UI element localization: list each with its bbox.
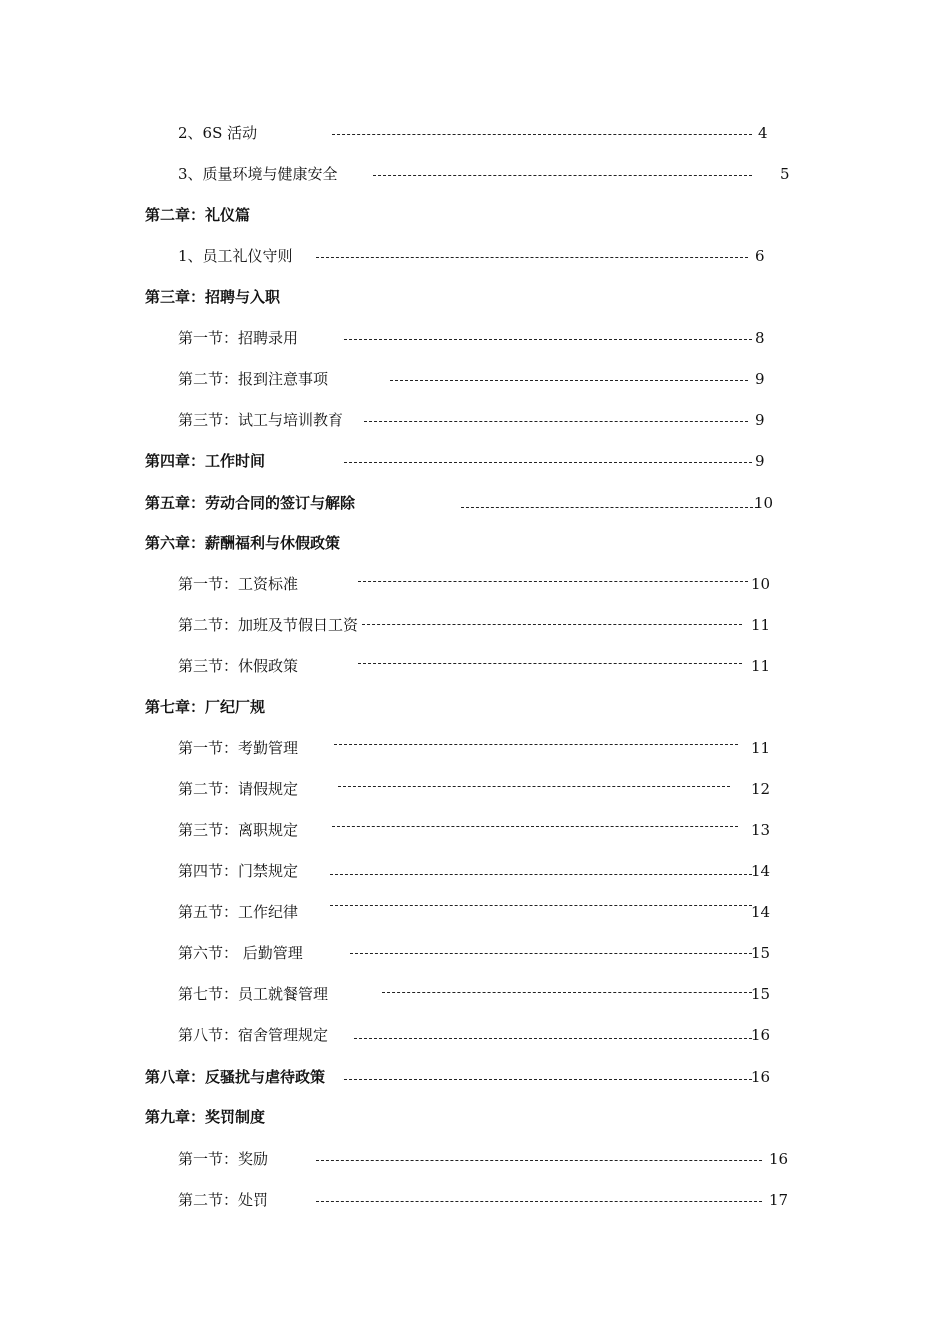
toc-entry[interactable]	[0, 818, 950, 842]
dot-leader	[316, 1201, 762, 1202]
toc-chapter-title: 第八章：反骚扰与虐待政策	[145, 1068, 326, 1086]
toc-chapter-title: 第九章：奖罚制度	[145, 1108, 266, 1126]
toc-entry-page: 15	[751, 944, 771, 962]
dot-leader	[350, 953, 752, 954]
toc-chapter[interactable]	[0, 1105, 950, 1129]
toc-chapter-title: 第二章：礼仪篇	[145, 206, 251, 224]
dot-leader	[390, 380, 748, 381]
toc-entry[interactable]	[0, 367, 950, 391]
toc-entry[interactable]	[0, 408, 950, 432]
toc-entry-page: 14	[751, 862, 771, 880]
toc-chapter-page: 10	[754, 494, 774, 512]
toc-entry-page: 17	[769, 1191, 789, 1209]
toc-entry-title: 第八节：宿舍管理规定	[178, 1026, 329, 1044]
dot-leader	[354, 1038, 752, 1039]
toc-chapter-title: 第四章：工作时间	[145, 452, 266, 470]
toc-entry-title: 第二节：报到注意事项	[178, 370, 329, 388]
toc-entry-page: 11	[751, 616, 771, 634]
dot-leader	[461, 507, 758, 508]
toc-entry-page: 12	[751, 780, 771, 798]
dot-leader	[330, 905, 752, 906]
toc-entry-title: 第三节：休假政策	[178, 657, 299, 675]
toc-entry-page: 16	[751, 1026, 771, 1044]
toc-entry-title: 第一节：工资标准	[178, 575, 299, 593]
toc-entry[interactable]	[0, 244, 950, 268]
toc-entry[interactable]	[0, 1188, 950, 1212]
toc-chapter-title: 第五章：劳动合同的签订与解除	[145, 494, 356, 512]
toc-entry[interactable]	[0, 162, 950, 186]
toc-entry[interactable]	[0, 941, 950, 965]
toc-entry-title: 第二节：请假规定	[178, 780, 299, 798]
toc-entry-page: 15	[751, 985, 771, 1003]
toc-entry-title: 第一节：考勤管理	[178, 739, 299, 757]
dot-leader	[316, 257, 748, 258]
toc-chapter[interactable]	[0, 1065, 950, 1089]
toc-entry[interactable]	[0, 859, 950, 883]
toc-entry[interactable]	[0, 982, 950, 1006]
dot-leader	[362, 624, 742, 625]
toc-entry[interactable]	[0, 613, 950, 637]
toc-entry[interactable]	[0, 777, 950, 801]
toc-entry-title: 1、员工礼仪守则	[178, 247, 293, 265]
toc-entry-title: 第一节：招聘录用	[178, 329, 299, 347]
toc-chapter[interactable]	[0, 449, 950, 473]
dot-leader	[344, 462, 752, 463]
toc-entry[interactable]	[0, 1147, 950, 1171]
toc-entry-page: 10	[751, 575, 771, 593]
toc-entry[interactable]	[0, 326, 950, 350]
dot-leader	[334, 744, 738, 745]
dot-leader	[382, 992, 752, 993]
toc-entry-title: 第二节：加班及节假日工资	[178, 616, 359, 634]
toc-entry-page: 5	[780, 165, 790, 183]
toc-chapter[interactable]	[0, 285, 950, 309]
toc-entry-page: 14	[751, 903, 771, 921]
toc-entry[interactable]	[0, 572, 950, 596]
dot-leader	[358, 581, 748, 582]
toc-entry-title: 第七节：员工就餐管理	[178, 985, 329, 1003]
toc-chapter[interactable]	[0, 491, 950, 515]
toc-entry-title: 第二节：处罚	[178, 1191, 269, 1209]
toc-chapter-page: 16	[751, 1068, 771, 1086]
toc-entry-title: 第三节：离职规定	[178, 821, 299, 839]
toc-entry-title: 3、质量环境与健康安全	[178, 165, 338, 183]
toc-entry-title: 第四节：门禁规定	[178, 862, 299, 880]
dot-leader	[332, 134, 752, 135]
toc-entry-page: 8	[755, 329, 765, 347]
toc-chapter[interactable]	[0, 203, 950, 227]
toc-entry-page: 9	[755, 370, 765, 388]
toc-chapter-title: 第三章：招聘与入职	[145, 288, 281, 306]
toc-entry-page: 11	[751, 739, 771, 757]
dot-leader	[338, 786, 730, 787]
toc-entry[interactable]	[0, 121, 950, 145]
dot-leader	[373, 175, 752, 176]
toc-entry-title: 第五节：工作纪律	[178, 903, 299, 921]
toc-entry-page: 11	[751, 657, 771, 675]
dot-leader	[330, 874, 752, 875]
toc-entry-title: 第一节：奖励	[178, 1150, 269, 1168]
toc-entry[interactable]	[0, 900, 950, 924]
toc-chapter[interactable]	[0, 695, 950, 719]
toc-entry-page: 6	[755, 247, 765, 265]
toc-entry[interactable]	[0, 736, 950, 760]
toc-entry-title: 2、6S 活动	[178, 124, 258, 142]
dot-leader	[344, 339, 752, 340]
toc-entry-page: 13	[751, 821, 771, 839]
toc-entry-page: 4	[758, 124, 768, 142]
toc-entry[interactable]	[0, 654, 950, 678]
dot-leader	[344, 1079, 752, 1080]
toc-entry-page: 9	[755, 411, 765, 429]
toc-entry-page: 16	[769, 1150, 789, 1168]
dot-leader	[332, 826, 738, 827]
dot-leader	[364, 421, 748, 422]
toc-chapter[interactable]	[0, 531, 950, 555]
toc-entry-title: 第三节：试工与培训教育	[178, 411, 344, 429]
toc-chapter-page: 9	[755, 452, 765, 470]
dot-leader	[316, 1160, 762, 1161]
toc-chapter-title: 第七章：厂纪厂规	[145, 698, 266, 716]
toc-entry[interactable]	[0, 1023, 950, 1047]
toc-chapter-title: 第六章：薪酬福利与休假政策	[145, 534, 341, 552]
toc-entry-title: 第六节： 后勤管理	[178, 944, 303, 962]
dot-leader	[358, 663, 742, 664]
